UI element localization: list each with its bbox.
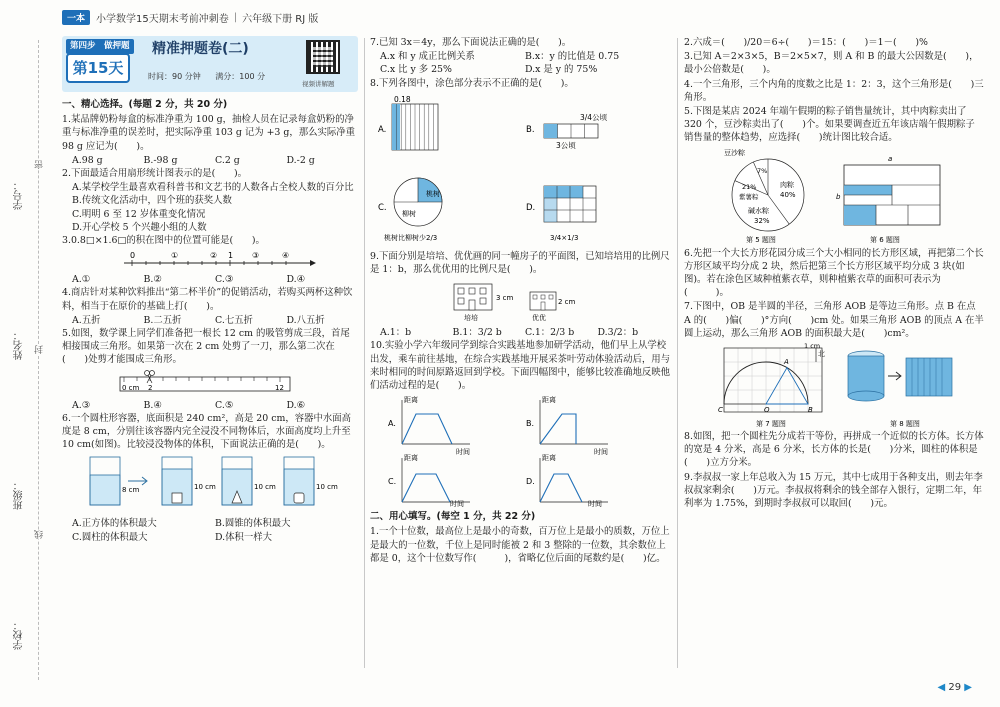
column-divider xyxy=(677,38,678,668)
axis-label: 时间 xyxy=(588,500,602,509)
axis-label: 距离 xyxy=(404,454,418,463)
fill-question-4: 4.一个三角形，三个内角的度数之比是 1：2：3，这个三角形是( )三角形。 xyxy=(684,78,984,103)
option: A.x 和 y 成正比例关系 xyxy=(380,51,475,63)
figure-label: 3公顷 xyxy=(556,140,576,150)
fill-question-5: 5.下图是某店 2024 年端午假期的粽子销售量统计，其中肉粽卖出了 320 个，豆沙粽卖出了( )个。如果要调查近五年该店端午假期粽子销售量的整体趋势，应选择( )统计图比较合适。 xyxy=(684,106,975,144)
height-label: 10 cm xyxy=(316,483,338,492)
school-label: 学校： xyxy=(14,620,25,650)
option-letter: A. xyxy=(378,124,387,135)
column-divider xyxy=(364,38,365,668)
day-badge: 第15天 xyxy=(66,53,130,83)
grade-label: 六年级下册 RJ 版 xyxy=(242,13,319,25)
question-8: 8.下列各图中，涂色部分表示不正确的是( )。 xyxy=(370,77,574,89)
question-1: 1.某品牌奶粉每盒的标准净重为 100 g，抽检人员在记录每盒奶粉的净重与标准净重的误差时，把实际净重 103 g 记为 +3 g，那么实际净重 98 g 应记为( )。 xyxy=(62,114,355,152)
fill-question-9: 9.李叔叔一家上年总收入为 15 万元，其中七成用于各种支出，则去年李叔叔家剩余( )万元。李叔叔将剩余的钱全部存入银行，定期二年，年利率为 1.75%，到期时李叔叔可以取回( )元。 xyxy=(684,471,983,510)
plan-label: 培培 xyxy=(464,314,478,323)
tick-label: ② xyxy=(210,251,218,261)
option: D.-2 g xyxy=(286,154,315,166)
option: D.3/2：b xyxy=(597,327,639,339)
floor-plan-figure xyxy=(370,278,670,324)
height-label: 10 cm xyxy=(194,483,216,492)
fill-question-7: 7.下图中，OB 是半圆的半径，三角形 AOB 是等边三角形。点 B 在点 A 的( )偏( )°方向( )cm 处。如果三角形 AOB 的顶点 A 在半圆上运动，那么三角形 AOB 的面积最大是( )cm²。 xyxy=(684,301,984,339)
option: C.明明 6 至 12 岁体重变化情况 xyxy=(72,208,206,220)
point-label: C xyxy=(718,406,723,415)
fill-question-1: 1.一个十位数，最高位上是最小的奇数，百万位上是最小的质数，万位上是最大的一位数，千位上是同时能被 2 和 3 整除的一位数，其余数位上都是 0，这个十位数写作( )，省略亿位后面的尾数约是( )亿。 xyxy=(370,526,670,564)
cut-line xyxy=(38,40,39,680)
option: A.1：b xyxy=(380,327,412,339)
option: B.x：y 的比值是 0.75 xyxy=(525,51,620,63)
ruler-label: 12 xyxy=(275,383,284,392)
tick-label: ① xyxy=(171,251,179,261)
containers-figure xyxy=(62,453,352,515)
axis-label: 距离 xyxy=(404,396,418,405)
point-label: O xyxy=(764,406,770,415)
cylinder-shape xyxy=(294,493,304,503)
page-number xyxy=(937,682,972,693)
option-letter: D. xyxy=(526,202,536,213)
option: B.-98 g xyxy=(143,154,178,166)
option: A.某学校学生最喜欢看科普书和文艺书的人数各占全校人数的百分比 xyxy=(72,182,354,194)
figure-label: 3/4公顷 xyxy=(580,112,608,122)
question-2: 2.下面最适合用扇形统计图表示的是( )。 xyxy=(62,168,248,180)
pie-label: 40% xyxy=(780,190,796,199)
fill-question-3: 3.已知 A＝2×3×5，B＝2×5×7，则 A 和 B 的最大公因数是( )，最小公倍数是( )。 xyxy=(684,51,979,76)
next-arrow-icon[interactable]: ▶ xyxy=(964,682,972,693)
dimension-label: 3 cm xyxy=(496,294,514,303)
option: A.③ xyxy=(72,399,91,411)
question-4-options xyxy=(62,314,358,327)
option: D.八五折 xyxy=(286,314,325,326)
height-label: 10 cm xyxy=(254,483,276,492)
distance-time-graphs xyxy=(370,394,670,508)
tick-label: 1 xyxy=(228,251,234,261)
ruler-figure xyxy=(62,369,352,397)
option: A.98 g xyxy=(72,154,103,166)
pie-label: 7% xyxy=(757,166,768,175)
seal-mark: 封 xyxy=(35,345,45,354)
figure-label: 3/4×1/3 xyxy=(550,233,579,242)
qr-code[interactable] xyxy=(306,40,340,74)
question-4: 4.商店针对某种饮料推出“第二杯半价”的促销活动，若购买两杯这种饮料，相当于在原价的基础上打( )。 xyxy=(62,287,353,312)
fill-question-2: 2.六成＝( )/20＝6÷( )＝15：( )＝1－( )% xyxy=(684,37,928,48)
prev-arrow-icon[interactable]: ◀ xyxy=(937,682,946,693)
rect-label: a xyxy=(888,154,893,163)
option: B.二五折 xyxy=(143,314,182,326)
option: A.正方体的体积最大 xyxy=(72,518,157,530)
ruler-label: 2 xyxy=(148,383,153,392)
question-10: 10.实验小学六年级同学到综合实践基地参加研学活动，他们早上从学校出发，乘车前往基地，在综合实践基地开展采茶叶劳动体验活动后，用与来时相同的时间原路返回到学校。下面四幅图中，能够比较准确地反映他们活动过程的是( )。 xyxy=(370,340,671,392)
option: D.④ xyxy=(286,274,306,286)
qr-caption: 视频讲解题 xyxy=(302,80,335,88)
brand-logo: 一本 xyxy=(62,10,90,25)
axis-label: 时间 xyxy=(450,500,464,509)
pie-label: 肉粽 xyxy=(780,180,794,189)
question-6-options xyxy=(62,517,358,543)
column-1 xyxy=(62,36,358,544)
page-header xyxy=(62,8,318,26)
option-letter: B. xyxy=(526,124,535,135)
axis-label: 距离 xyxy=(542,454,556,463)
option: C.x 比 y 多 25% xyxy=(380,64,452,76)
time-label: 时间：90 分钟 xyxy=(148,72,201,81)
point-label: B xyxy=(808,406,813,415)
figure-label: 桃树比柳树少2/3 xyxy=(384,233,438,242)
pie-label: 紫薯粽 xyxy=(739,192,759,201)
figure-label: 0.18 xyxy=(394,94,411,104)
question-6: 6.一个圆柱形容器，底面积是 240 cm²，高是 20 cm，容器中水面高度是 8 cm，分别往该容器内完全浸没不同物体后，水面高度均上升至 10 cm(如图)。比较浸没物体的体积，下面说法正确的是( )。 xyxy=(62,412,351,451)
score-label: 满分：100 分 xyxy=(215,72,266,81)
option: D.体积一样大 xyxy=(215,531,273,543)
option-letter: B. xyxy=(526,419,535,429)
dimension-label: 2 cm xyxy=(558,298,576,307)
section-title: 一、精心选择。(每题 2 分，共 20 分) xyxy=(62,99,228,110)
plan-label: 优优 xyxy=(532,314,546,323)
axis-label: 距离 xyxy=(542,396,556,405)
fill-question-8: 8.如图，把一个圆柱先分成若干等份，再拼成一个近似的长方体。长方体的宽是 4 分米，高是 6 分米，长方体的长是( )分米，圆柱的体积是( )立方分米。 xyxy=(684,431,984,469)
seal-mark: 线 xyxy=(35,530,45,539)
option: C.1：2/3 b xyxy=(525,327,575,339)
column-2 xyxy=(370,36,670,566)
option: A.① xyxy=(72,274,91,286)
binding-margin xyxy=(0,40,58,680)
axis-label: 时间 xyxy=(456,448,470,457)
option-letter: C. xyxy=(378,202,387,213)
seal-mark: 密 xyxy=(35,160,45,169)
class-label: 班级： xyxy=(14,480,25,510)
option-letter: C. xyxy=(388,477,397,487)
option: D.⑥ xyxy=(286,399,306,411)
option: D.x 是 y 的 75% xyxy=(525,64,598,76)
option: B.1：3/2 b xyxy=(452,327,502,339)
series-title: 小学数学15天期末考前冲刺卷 xyxy=(96,13,229,25)
page-number-value: 29 xyxy=(948,682,962,693)
option: C.圆柱的体积最大 xyxy=(72,531,148,543)
option: B.传统文化活动中，四个班的获奖人数 xyxy=(72,195,232,207)
option: C.七五折 xyxy=(215,314,253,326)
option: C.⑤ xyxy=(215,399,234,411)
scale-label: 1 cm xyxy=(804,342,821,351)
tick-label: ③ xyxy=(252,251,260,261)
height-label: 8 cm xyxy=(122,486,140,495)
ruler-label: 0 cm xyxy=(122,383,140,392)
question-5: 5.如图，数学课上同学们准备把一根长 12 cm 的吸管剪成三段，首尾相接围成三角形。如果第一次在 2 cm 处剪了一刀，那么第二次在( )处剪才能围成三角形。 xyxy=(62,328,350,366)
pie-label: 碱水粽 xyxy=(748,206,769,215)
pie-label: 32% xyxy=(754,216,770,225)
figure-label: 桃树 xyxy=(426,189,440,198)
exam-header-card xyxy=(62,36,358,92)
option: B.圆锥的体积最大 xyxy=(215,518,291,530)
option: D.开心学校 5 个兴趣小组的人数 xyxy=(72,221,207,233)
question-3: 3.0.8□×1.6□的积在图中的位置可能是( )。 xyxy=(62,235,265,247)
option: C.2 g xyxy=(215,154,240,166)
point-label: A xyxy=(784,358,789,367)
header-separator: | xyxy=(233,11,238,23)
exam-meta xyxy=(148,70,277,83)
pie-label: 21% xyxy=(742,182,757,191)
north-label: 北 xyxy=(818,350,825,359)
cube-shape xyxy=(172,493,182,503)
step-badge: 第四步 做押题 xyxy=(66,39,134,54)
option-letter: A. xyxy=(388,419,396,429)
question-1-options xyxy=(62,154,358,167)
student-number-label: 学号： xyxy=(14,180,25,210)
option-letter: D. xyxy=(526,477,535,487)
tick-label: ④ xyxy=(282,251,290,261)
option: C.③ xyxy=(215,274,234,286)
figure-caption: 第 5 题图 xyxy=(746,235,776,244)
axis-label: 时间 xyxy=(594,448,608,457)
pie-and-rectangle-figure xyxy=(684,147,980,245)
question-7-options xyxy=(370,50,670,76)
figure-label: 柳树 xyxy=(402,209,416,218)
semicircle-and-cylinder-figure xyxy=(684,342,980,428)
rect-label: b xyxy=(836,192,841,201)
shaded-figures xyxy=(370,92,670,248)
option: B.④ xyxy=(143,399,162,411)
fill-question-6: 6.先把一个大长方形花园分成三个大小相同的长方形区域，再把第二个长方形区域平均分成 2 块，然后把第三个长方形区域平均分成 3 块(如图)。若在涂色区域种植紫衣草，则种植紫衣草的面积可表示为( )。 xyxy=(684,247,984,299)
figure-caption: 第 8 题图 xyxy=(890,420,920,429)
name-label: 姓名： xyxy=(14,330,25,360)
option: A.五折 xyxy=(72,314,101,326)
pie-label: 豆沙粽 xyxy=(724,148,745,157)
tick-label: 0 xyxy=(130,251,136,261)
number-line-figure xyxy=(62,249,352,271)
section-title: 二、用心填写。(每空 1 分，共 22 分) xyxy=(370,511,536,523)
figure-caption: 第 6 题图 xyxy=(870,235,900,244)
exam-title: 精准押题卷(二) xyxy=(152,41,249,57)
question-5-options xyxy=(62,399,358,412)
figure-caption: 第 7 题图 xyxy=(756,420,786,429)
question-9-options xyxy=(370,326,670,339)
question-7: 7.已知 3x＝4y，那么下面说法正确的是( )。 xyxy=(370,37,572,48)
question-3-options xyxy=(62,273,358,286)
question-9: 9.下面分别是培培、优优画的同一幢房子的平面图，已知培培用的比例尺是 1：b，那么优优用的比例尺是( )。 xyxy=(370,250,670,276)
column-3 xyxy=(684,36,984,511)
option: B.② xyxy=(143,274,162,286)
